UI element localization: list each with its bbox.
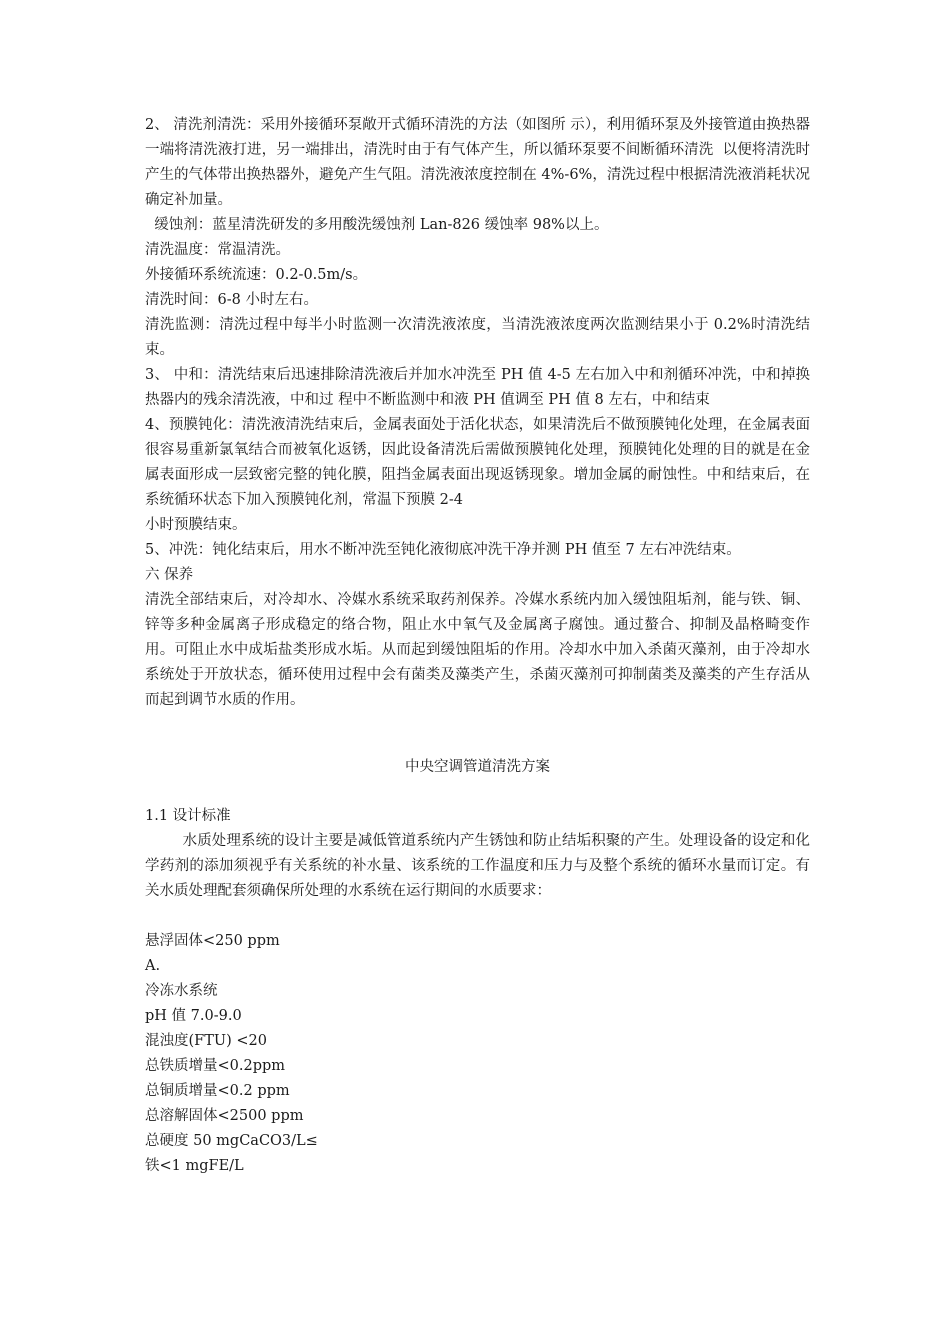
spacer	[145, 904, 810, 929]
paragraph-cleaning-agent: 2、 清洗剂清洗：采用外接循环泵敞开式循环清洗的方法（如图所 示），利用循环泵及外接管道由换热器一端将清洗液打进，另一端排出，清洗时由于有气体产生，所以循环泵要不间断循环清洗 以便将清洗时产生的气体带出换热器外，避免产生气阻。清洗液浓度控制在 4%-6%，清洗过程中根据清洗液消耗状况确定补加量。	[145, 117, 810, 208]
heading-maintenance: 六 保养	[145, 567, 194, 583]
requirement-item: 总溶解固体<2500 ppm	[145, 1108, 304, 1124]
requirement-item: 总硬度 50 mgCaCO3/L≤	[145, 1133, 318, 1149]
paragraph-design-standard: 水质处理系统的设计主要是减低管道系统内产生锈蚀和防止结垢积聚的产生。处理设备的设定和化学药剂的添加须视乎有关系统的补水量、该系统的工作温度和压力与及整个系统的循环水量而订定。有关水质处理配套须确保所处理的水系统在运行期间的水质要求：	[145, 833, 811, 899]
document-title: 中央空调管道清洗方案	[405, 759, 550, 775]
spacer	[145, 713, 810, 755]
paragraph-temperature: 清洗温度：常温清洗。	[145, 242, 290, 258]
paragraph-rinse: 5、冲洗：钝化结束后，用水不断冲洗至钝化液彻底冲洗干净并测 PH 值至 7 左右冲洗结束。	[145, 542, 741, 558]
requirement-item: 总铜质增量<0.2 ppm	[145, 1083, 290, 1099]
requirement-item: 总铁质增量<0.2ppm	[145, 1058, 286, 1074]
requirement-item: 混浊度(FTU) <20	[145, 1033, 267, 1049]
paragraph-passivation-end: 小时预膜结束。	[145, 517, 247, 533]
paragraph-passivation: 4、预膜钝化：清洗液清洗结束后，金属表面处于活化状态，如果清洗后不做预膜钝化处理，在金属表面很容易重新氯氧结合而被氧化返锈，因此设备清洗后需做预膜钝化处理，预膜钝化处理的目的就是在金属表面形成一层致密完整的钝化膜，阻挡金属表面出现返锈现象。增加金属的耐蚀性。中和结束后，在系统循环状态下加入预膜钝化剂，常温下预膜 2-4	[145, 417, 810, 508]
requirement-item: 冷冻水系统	[145, 983, 218, 999]
section-heading: 1.1 设计标准	[145, 808, 231, 824]
paragraph-neutralization: 3、 中和：清洗结束后迅速排除清洗液后并加水冲洗至 PH 值 4-5 左右加入中和剂循环冲洗，中和掉换热器内的残余清洗液，中和过 程中不断监测中和液 PH 值调至 PH 值 8 左右，中和结束	[145, 367, 810, 408]
requirement-item: A.	[145, 958, 161, 974]
requirement-item: pH 值 7.0-9.0	[145, 1008, 242, 1024]
requirement-item: 悬浮固体<250 ppm	[145, 933, 280, 949]
paragraph-flow-rate: 外接循环系统流速：0.2-0.5m/s。	[145, 267, 368, 283]
spacer	[145, 780, 810, 804]
requirement-item: 铁<1 mgFE/L	[145, 1158, 244, 1174]
paragraph-inhibitor: 缓蚀剂：蓝星清洗研发的多用酸洗缓蚀剂 Lan-826 缓蚀率 98%以上。	[145, 217, 609, 233]
paragraph-monitoring: 清洗监测：清洗过程中每半小时监测一次清洗液浓度，当清洗液浓度两次监测结果小于 0.2%时清洗结束。	[145, 317, 810, 358]
paragraph-maintenance: 清洗全部结束后，对冷却水、冷媒水系统采取药剂保养。冷媒水系统内加入缓蚀阻垢剂，能与铁、铜、锌等多种金属离子形成稳定的络合物，阻止水中氧气及金属离子腐蚀。通过螯合、抑制及晶格畸变作用。可阻止水中成垢盐类形成水垢。从而起到缓蚀阻垢的作用。冷却水中加入杀菌灭藻剂，由于冷却水系统处于开放状态，循环使用过程中会有菌类及藻类产生，杀菌灭藻剂可抑制菌类及藻类的产生存活从而起到调节水质的作用。	[145, 592, 810, 708]
document-page	[145, 113, 810, 1179]
paragraph-duration: 清洗时间：6-8 小时左右。	[145, 292, 318, 308]
